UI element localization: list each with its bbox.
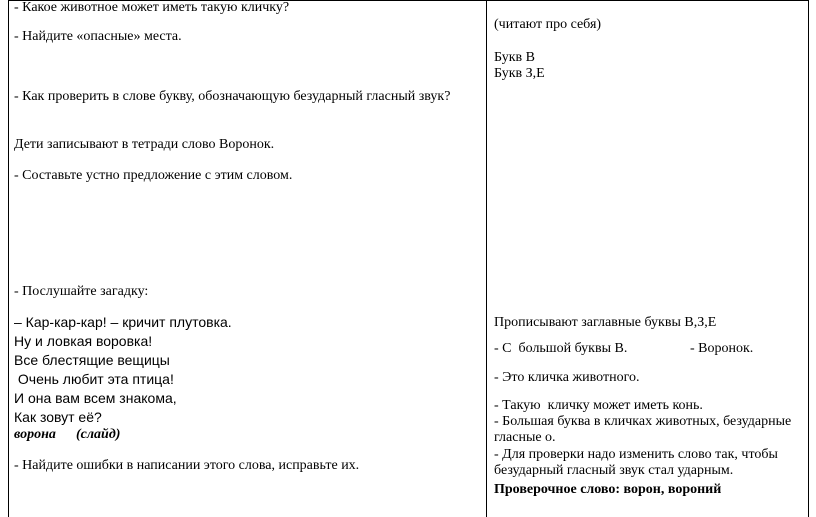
- right-answer-2: Букв В: [494, 50, 535, 65]
- right-answer-1: (читают про себя): [494, 17, 602, 32]
- right-answer-3: Букв З,Е: [494, 66, 545, 81]
- column-divider: [486, 0, 487, 517]
- left-question-1: - Какое животное может иметь такую кличку?: [14, 0, 290, 15]
- riddle-answer-note: (слайд): [76, 427, 121, 442]
- riddle-line: И она вам всем знакома,: [14, 390, 177, 406]
- riddle-line: Как зовут её?: [14, 409, 102, 425]
- left-question-3: - Как проверить в слове букву, обозначающую безударный гласный звук?: [14, 89, 451, 104]
- right-answer-8a: - Большая буква в кличках животных, безударные: [494, 414, 792, 429]
- right-answer-5a: - С большой буквы В.: [494, 341, 628, 356]
- right-answer-10: Проверочное слово: ворон, вороний: [494, 482, 722, 497]
- riddle-answer-word: ворона: [14, 427, 56, 442]
- left-question-2: - Найдите «опасные» места.: [14, 29, 182, 44]
- riddle-line: Ну и ловкая воровка!: [14, 333, 153, 349]
- left-question-5: - Послушайте загадку:: [14, 284, 149, 299]
- left-question-6: - Найдите ошибки в написании этого слова, исправьте их.: [14, 458, 360, 473]
- right-answer-8b: гласные о.: [494, 430, 556, 445]
- lesson-table: [8, 0, 809, 517]
- left-note: Дети записывают в тетради слово Воронок.: [14, 137, 275, 152]
- right-answer-4: Прописывают заглавные буквы В,З,Е: [494, 315, 717, 330]
- riddle-line: Очень любит эта птица!: [14, 371, 174, 387]
- left-question-4: - Составьте устно предложение с этим словом.: [14, 168, 293, 183]
- riddle-line: – Кар-кар-кар! – кричит плутовка.: [14, 314, 232, 330]
- right-answer-6: - Это кличка животного.: [494, 370, 640, 385]
- right-answer-7: - Такую кличку может иметь конь.: [494, 398, 703, 413]
- right-answer-9a: - Для проверки надо изменить слово так, чтобы: [494, 447, 778, 462]
- riddle-line: Все блестящие вещицы: [14, 352, 170, 368]
- right-answer-5b: - Воронок.: [690, 341, 754, 356]
- right-answer-9b: безударный гласный звук стал ударным.: [494, 463, 734, 478]
